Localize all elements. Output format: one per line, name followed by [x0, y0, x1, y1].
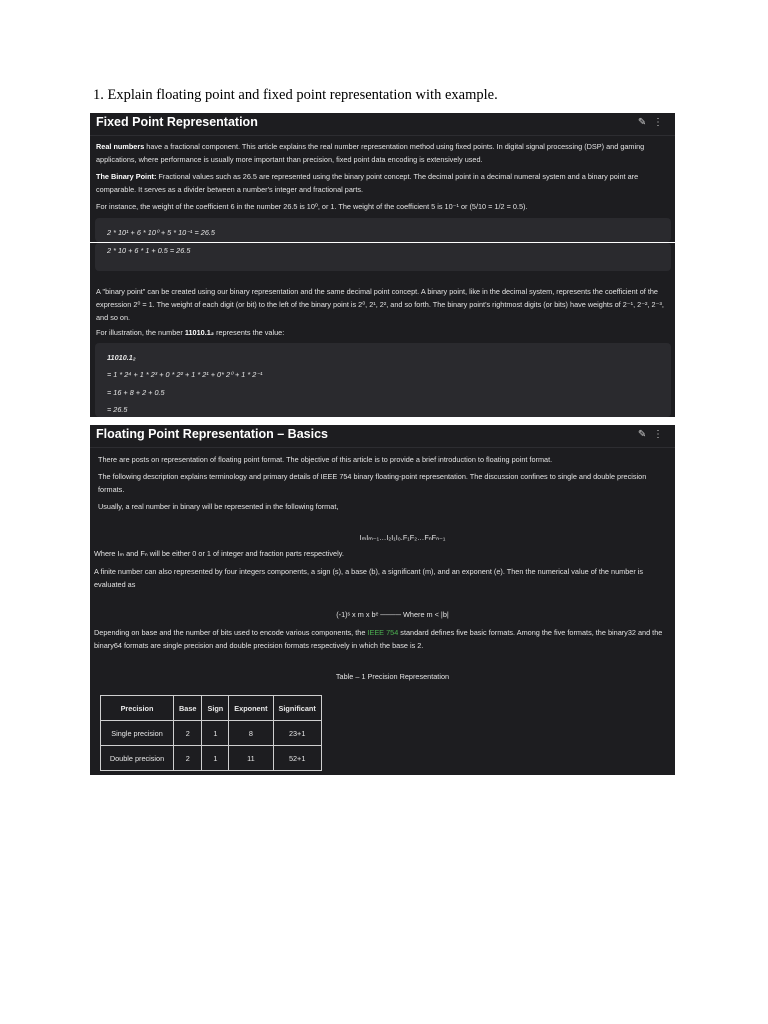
paragraph	[96, 140, 671, 166]
table-header: Base	[174, 696, 202, 721]
question-heading: 1. Explain floating point and fixed point representation with example.	[93, 87, 498, 103]
formula: IₘIₘ₋₁…I₂I₁I₀.F₁F₂…FₙFₙ₋₁	[359, 533, 446, 542]
paragraph: Where Iₘ and Fₙ will be either 0 or 1 of integer and fraction parts respectively.	[94, 549, 344, 558]
table-cell: 23+1	[273, 721, 321, 746]
code-line: 2 * 10¹ + 6 * 10⁰ + 5 * 10⁻¹ = 26.5	[107, 228, 215, 237]
table-cell: 52+1	[273, 746, 321, 771]
formula: (-1)ˢ x m x bᵉ ──── Where m < |b|	[336, 610, 449, 619]
table-cell: 1	[202, 721, 229, 746]
code-block	[95, 343, 671, 417]
code-line: = 1 * 2⁴ + 1 * 2³ + 0 * 2² + 1 * 2¹ + 0* 2⁰ + 1 * 2⁻¹	[107, 370, 263, 379]
floating-point-panel	[90, 425, 675, 775]
paragraph-text: have a fractional component. This article explains the real number representation method using fixed points. In digital signal processing (DSP) and gaming applications, where performance is usually more important than precision, fixed point data encoding is extensively used.	[96, 142, 645, 164]
table-cell: 2	[174, 746, 202, 771]
precision-table	[100, 695, 322, 771]
code-block	[95, 218, 671, 242]
fixed-point-panel	[90, 113, 675, 242]
table-cell: 2	[174, 721, 202, 746]
paragraph-text: For illustration, the number	[96, 328, 185, 337]
table-row	[101, 721, 322, 746]
ieee-754-link[interactable]: IEEE 754	[367, 628, 399, 637]
paragraph	[96, 326, 671, 339]
paragraph-text: standard defines five basic formats. Among the five formats, the binary32 and the binary64 formats are single precision and double precision formats respectively in which the base is 2.	[94, 628, 663, 650]
code-line: 11010.1₂	[107, 353, 136, 362]
bold-term: 11010.1₂	[184, 328, 215, 337]
code-block	[95, 243, 671, 271]
paragraph-text: Fractional values such as 26.5 are represented using the binary point concept. The decimal point in a decimal numeral system and a binary point are comparable. It serves as a divider between a number's integer and fractional parts.	[96, 172, 639, 194]
table-row	[101, 746, 322, 771]
bold-term: Real numbers	[96, 142, 145, 151]
paragraph: A "binary point" can be created using our binary representation and the same decimal point concept. A binary point, like in the decimal system, represents the coefficient of the expression 2⁰ = 1. The weight of each digit (or bit) to the left of the binary point is 2⁰, 2¹, 2², and so forth. The binary point's rightmost digits (or bits) have weights of 2⁻¹, 2⁻², 2⁻³, and so on.	[96, 287, 664, 322]
code-line: = 16 + 8 + 2 + 0.5	[107, 388, 165, 397]
paragraph: For instance, the weight of the coefficient 6 in the number 26.5 is 10⁰, or 1. The weight of the coefficient 5 is 10⁻¹ or (5/10 = 1/2 = 0.5).	[96, 202, 528, 211]
table-cell: 8	[229, 721, 273, 746]
table-header: Sign	[202, 696, 229, 721]
paragraph: There are posts on representation of floating point format. The objective of this article is to provide a brief introduction to floating point format.	[98, 455, 553, 464]
paragraph: A finite number can also represented by four integers components, a sign (s), a base (b), a significant (m), and an exponent (e). Then the numerical value of the number is evaluated as	[94, 567, 644, 589]
paragraph: The following description explains terminology and primary details of IEEE 754 binary floating-point representation. The discussion confines to single and double precision formats.	[98, 472, 647, 494]
table-caption: Table – 1 Precision Representation	[335, 672, 450, 681]
paragraph-text: represents the value:	[214, 328, 285, 337]
paragraph: Usually, a real number in binary will be represented in the following format,	[98, 502, 339, 511]
code-line: = 26.5	[107, 405, 128, 414]
table-header-row	[101, 696, 322, 721]
paragraph-text: Depending on base and the number of bits used to encode various components, the	[94, 628, 368, 637]
code-line: 2 * 10 + 6 * 1 + 0.5 = 26.5	[107, 246, 191, 255]
paragraph	[94, 626, 671, 652]
table-header: Precision	[101, 696, 174, 721]
table-header: Exponent	[229, 696, 273, 721]
edit-menu-icon[interactable]: ✎ ⋮	[637, 429, 665, 440]
paragraph	[96, 170, 671, 196]
bold-term: The Binary Point:	[96, 172, 157, 181]
edit-menu-icon[interactable]: ✎ ⋮	[637, 117, 665, 128]
table-cell: Single precision	[101, 721, 174, 746]
table-cell: 1	[202, 746, 229, 771]
table-cell: 11	[229, 746, 273, 771]
binary-point-panel	[90, 243, 675, 417]
table-header: Significant	[273, 696, 321, 721]
panel-title: Fixed Point Representation	[96, 115, 258, 129]
table-cell: Double precision	[101, 746, 174, 771]
panel-title: Floating Point Representation – Basics	[96, 427, 328, 441]
